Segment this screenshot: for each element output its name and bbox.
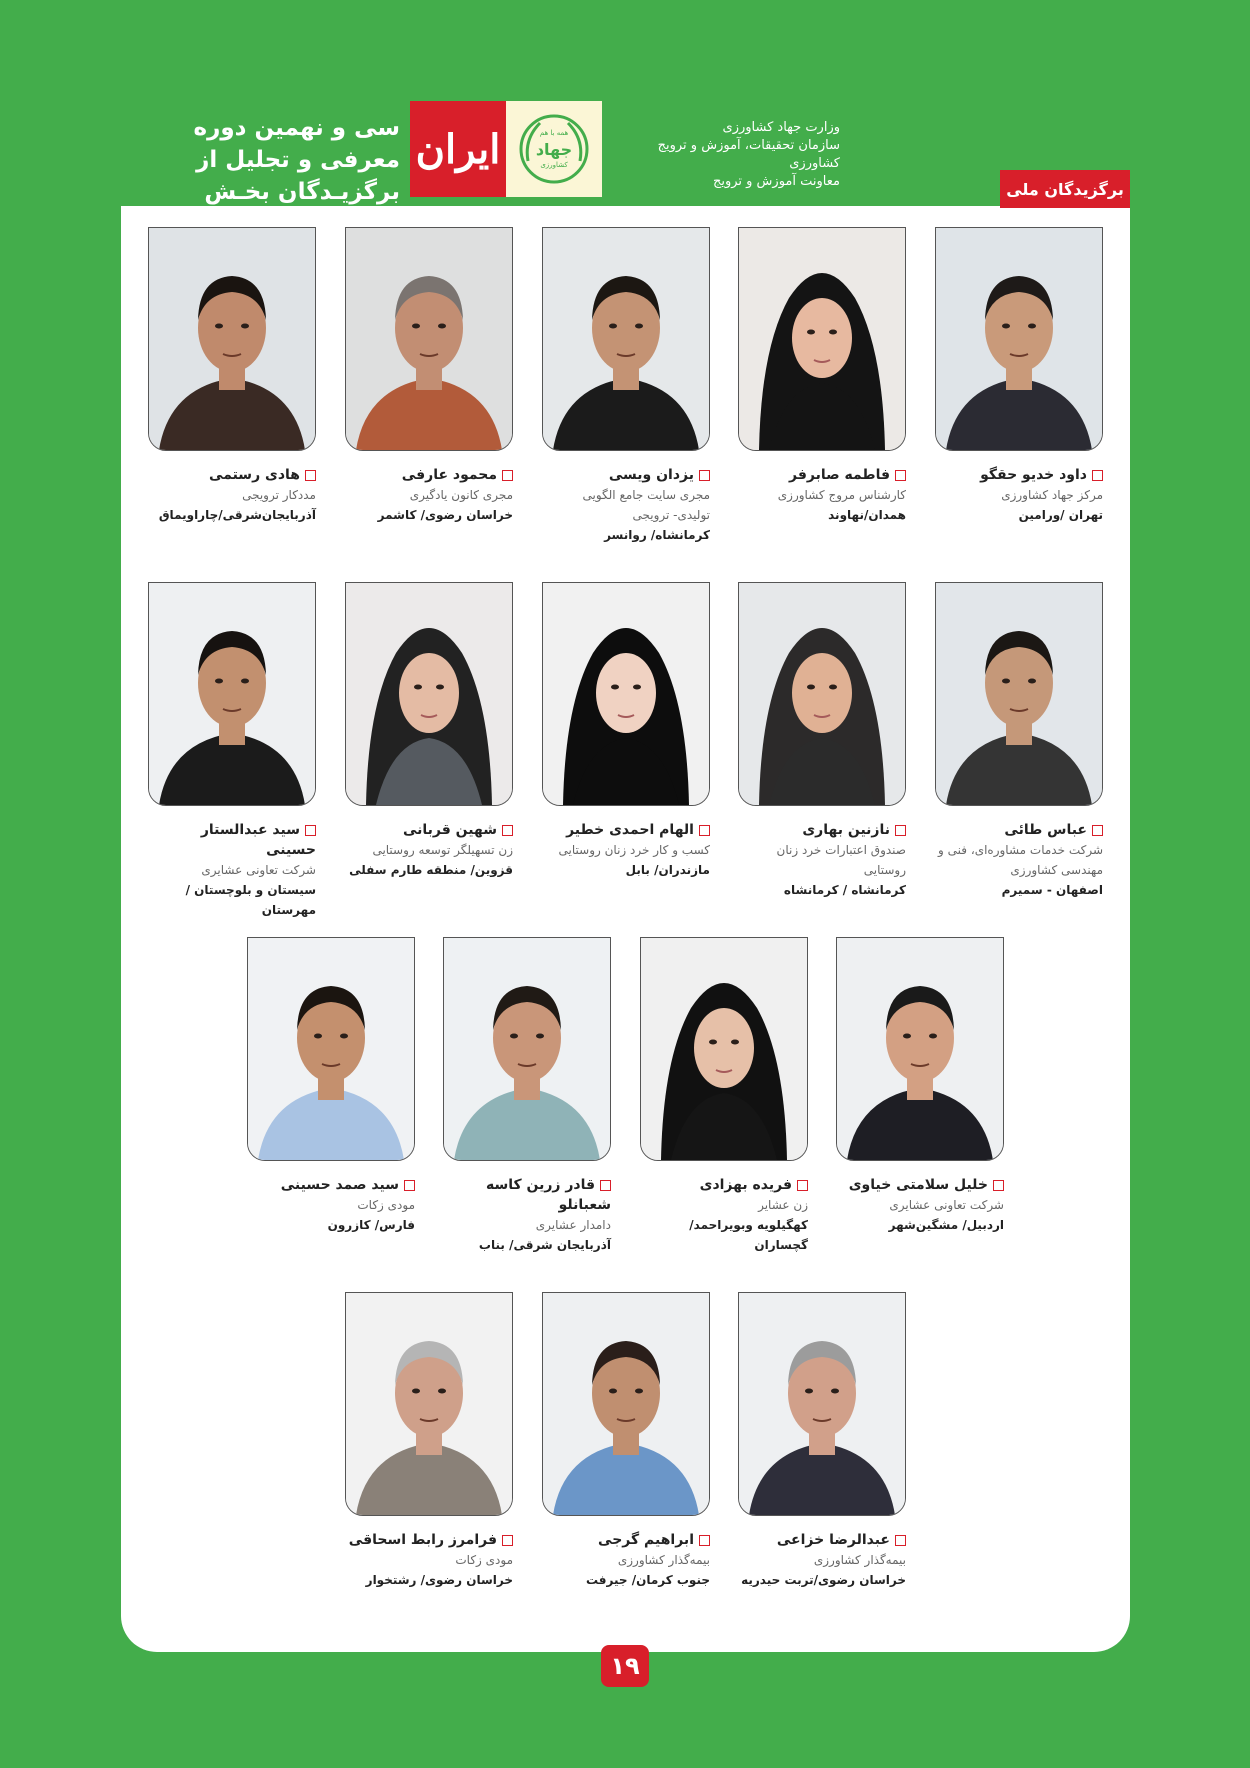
winner-card — [542, 227, 710, 545]
checkbox-icon — [699, 825, 710, 836]
winner-card — [935, 227, 1103, 525]
winner-location: تهران /ورامین — [1018, 508, 1103, 522]
winner-photo — [836, 937, 1004, 1161]
winner-name — [345, 820, 513, 840]
winner-photo — [935, 227, 1103, 451]
winner-name — [935, 820, 1103, 840]
winner-name — [738, 465, 906, 485]
winner-location: اصفهان - سمیرم — [1001, 883, 1103, 897]
winner-location: آذربایجان شرقی/ بناب — [478, 1238, 611, 1252]
ministry-line-1: وزارت جهاد کشاورزی — [722, 120, 840, 135]
winner-info — [640, 1175, 808, 1255]
winner-role: صندوق اعتبارات خرد زنان روستایی — [776, 843, 906, 877]
checkbox-icon — [699, 470, 710, 481]
winner-name-text: خلیل سلامتی خیاوی — [848, 1177, 988, 1193]
winner-role: مرکز جهاد کشاورزی — [1001, 488, 1103, 502]
winner-photo — [345, 1292, 513, 1516]
jahad-logo-top: همه با هم — [539, 129, 569, 137]
page-number — [601, 1645, 649, 1687]
winner-name — [836, 1175, 1004, 1195]
winner-name-text: فرامرز رابط اسحاقی — [348, 1532, 497, 1548]
winner-info — [345, 465, 513, 525]
winner-location: کهگیلویه وبویراحمد/ گچساران — [689, 1218, 808, 1252]
winner-info — [935, 465, 1103, 525]
checkbox-icon — [502, 1535, 513, 1546]
winner-name — [542, 465, 710, 485]
winner-name — [935, 465, 1103, 485]
winner-location: سیستان و بلوچستان / مهرستان — [185, 883, 316, 917]
ministry-line-2: سازمان تحقیقات، آموزش و ترویج کشاورزی — [657, 138, 840, 171]
section-tag-label: برگزیدگان ملی — [1006, 179, 1124, 199]
winner-role: شرکت تعاونی عشایری — [889, 1198, 1004, 1212]
winner-card — [738, 227, 906, 525]
checkbox-icon — [1092, 470, 1103, 481]
winner-card — [542, 582, 710, 880]
winner-card — [345, 227, 513, 525]
winner-name-text: فاطمه صابرفر — [789, 467, 890, 483]
winner-name — [148, 820, 316, 860]
checkbox-icon — [895, 825, 906, 836]
winner-photo — [935, 582, 1103, 806]
winner-location: آذربایجان‌شرقی/چاراویماق — [158, 508, 316, 522]
winner-location: جنوب کرمان/ جیرفت — [585, 1573, 710, 1587]
winner-name — [443, 1175, 611, 1215]
winner-location: کرمانشاه / کرمانشاه — [783, 883, 906, 897]
winner-info — [247, 1175, 415, 1235]
winner-role: شرکت تعاونی عشایری — [201, 863, 316, 877]
checkbox-icon — [502, 825, 513, 836]
winner-card — [345, 1292, 513, 1590]
winner-location: قزوین/ منطقه طارم سفلی — [349, 863, 513, 877]
winner-photo — [738, 1292, 906, 1516]
winner-name — [640, 1175, 808, 1195]
winner-photo — [542, 582, 710, 806]
winner-name-text: محمود عارفی — [401, 467, 497, 483]
winner-role: بیمه‌گذار کشاورزی — [617, 1553, 710, 1567]
winner-name — [738, 820, 906, 840]
winner-info — [738, 820, 906, 900]
winner-photo — [738, 227, 906, 451]
winner-info — [542, 1530, 710, 1590]
winner-card — [935, 582, 1103, 900]
jahad-logo-main: جهاد — [535, 140, 573, 159]
winner-role: مجری کانون یادگیری — [409, 488, 513, 502]
winner-location: خراسان رضوی/تربت حیدریه — [741, 1573, 906, 1587]
winner-role: کسب و کار خرد زنان روستایی — [558, 843, 710, 857]
winner-role: مجری سایت جامع الگویی تولیدی- ترویجی — [582, 488, 710, 522]
ministry-info — [612, 119, 840, 191]
winner-card — [836, 937, 1004, 1235]
winner-photo — [148, 227, 316, 451]
winner-info — [345, 820, 513, 880]
winner-name-text: فریده بهزادی — [699, 1177, 792, 1193]
winner-location: همدان/نهاوند — [828, 508, 906, 522]
winner-name-text: قادر زرین کاسه شعبانلو — [485, 1177, 611, 1213]
winner-location: اردبیل/ مشگین‌شهر — [888, 1218, 1004, 1232]
checkbox-icon — [797, 1180, 808, 1191]
checkbox-icon — [600, 1180, 611, 1191]
winner-role: مددکار ترویجی — [242, 488, 316, 502]
jahad-logo — [506, 101, 602, 197]
winner-role: بیمه‌گذار کشاورزی — [813, 1553, 906, 1567]
winner-info — [738, 465, 906, 525]
winner-name-text: نازنین بهاری — [802, 822, 890, 838]
winner-info — [935, 820, 1103, 900]
iran-logo-text: ایران — [415, 125, 501, 173]
checkbox-icon — [305, 470, 316, 481]
winner-card — [443, 937, 611, 1255]
winner-info — [738, 1530, 906, 1590]
winner-name — [148, 465, 316, 485]
winner-photo — [247, 937, 415, 1161]
winner-name-text: عباس طائی — [1004, 822, 1087, 838]
winner-location: خراسان رضوی/ کاشمر — [377, 508, 513, 522]
winner-card — [640, 937, 808, 1255]
winner-info — [542, 465, 710, 545]
winner-card — [738, 582, 906, 900]
winner-photo — [345, 227, 513, 451]
checkbox-icon — [502, 470, 513, 481]
winner-name — [542, 820, 710, 840]
winner-location: کرمانشاه/ روانسر — [604, 528, 710, 542]
winner-role: مودی زکات — [357, 1198, 415, 1212]
title-line-2: برگزیـدگان بخـش — [204, 179, 400, 205]
winner-card — [247, 937, 415, 1235]
winner-name — [542, 1530, 710, 1550]
winner-info — [443, 1175, 611, 1255]
winner-name-text: شهین قربانی — [402, 822, 497, 838]
winner-name-text: سید عبدالستار حسینی — [200, 822, 316, 858]
winner-role: مودی زکات — [455, 1553, 513, 1567]
winner-name — [345, 465, 513, 485]
winner-location: مازندران/ بابل — [625, 863, 710, 877]
winner-role: شرکت خدمات مشاوره‌ای، فنی و مهندسی کشاورزی — [938, 843, 1103, 877]
winner-name-text: ابراهیم گرجی — [598, 1532, 694, 1548]
winner-location: فارس/ کازرون — [327, 1218, 415, 1232]
winner-role: زن تسهیلگر توسعه روستایی — [372, 843, 513, 857]
winner-name-text: عبدالرضا خزاعی — [776, 1532, 890, 1548]
winner-photo — [640, 937, 808, 1161]
winner-card — [345, 582, 513, 880]
checkbox-icon — [895, 470, 906, 481]
winner-card — [148, 227, 316, 525]
checkbox-icon — [895, 1535, 906, 1546]
winner-photo — [738, 582, 906, 806]
iran-logo — [410, 101, 506, 197]
winner-photo — [148, 582, 316, 806]
checkbox-icon — [404, 1180, 415, 1191]
winner-name — [247, 1175, 415, 1195]
winner-info — [148, 820, 316, 920]
winner-name-text: الهام احمدی خطیر — [566, 822, 694, 838]
winner-name — [738, 1530, 906, 1550]
winner-info — [345, 1530, 513, 1590]
winner-photo — [542, 227, 710, 451]
winner-role: زن عشایر — [758, 1198, 808, 1212]
checkbox-icon — [1092, 825, 1103, 836]
winner-card — [542, 1292, 710, 1590]
checkbox-icon — [699, 1535, 710, 1546]
winner-name — [345, 1530, 513, 1550]
section-tag — [1000, 170, 1130, 208]
winner-photo — [542, 1292, 710, 1516]
title-line-1: سی و نهمین دوره معرفی و تجلیل از — [193, 115, 400, 173]
jahad-logo-bottom: کشاورزی — [540, 161, 568, 169]
checkbox-icon — [305, 825, 316, 836]
winner-info — [148, 465, 316, 525]
winner-role: دامدار عشایری — [535, 1218, 611, 1232]
winner-role: کارشناس مروج کشاورزی — [777, 488, 906, 502]
winner-photo — [443, 937, 611, 1161]
winner-info — [542, 820, 710, 880]
checkbox-icon — [993, 1180, 1004, 1191]
winner-photo — [345, 582, 513, 806]
page-number-label: ۱۹ — [610, 1652, 640, 1680]
winner-info — [836, 1175, 1004, 1235]
winner-location: خراسان رضوی/ رشتخوار — [365, 1573, 513, 1587]
winner-name-text: یزدان ویسی — [608, 467, 694, 483]
winner-name-text: سید صمد حسینی — [280, 1177, 399, 1193]
winner-name-text: هادی رستمی — [209, 467, 300, 483]
winner-card — [148, 582, 316, 920]
ministry-line-3: معاونت آموزش و ترویج — [712, 174, 840, 189]
winner-card — [738, 1292, 906, 1590]
winner-name-text: داود خدیو حقگو — [980, 467, 1087, 483]
jahad-emblem-icon — [514, 109, 594, 189]
